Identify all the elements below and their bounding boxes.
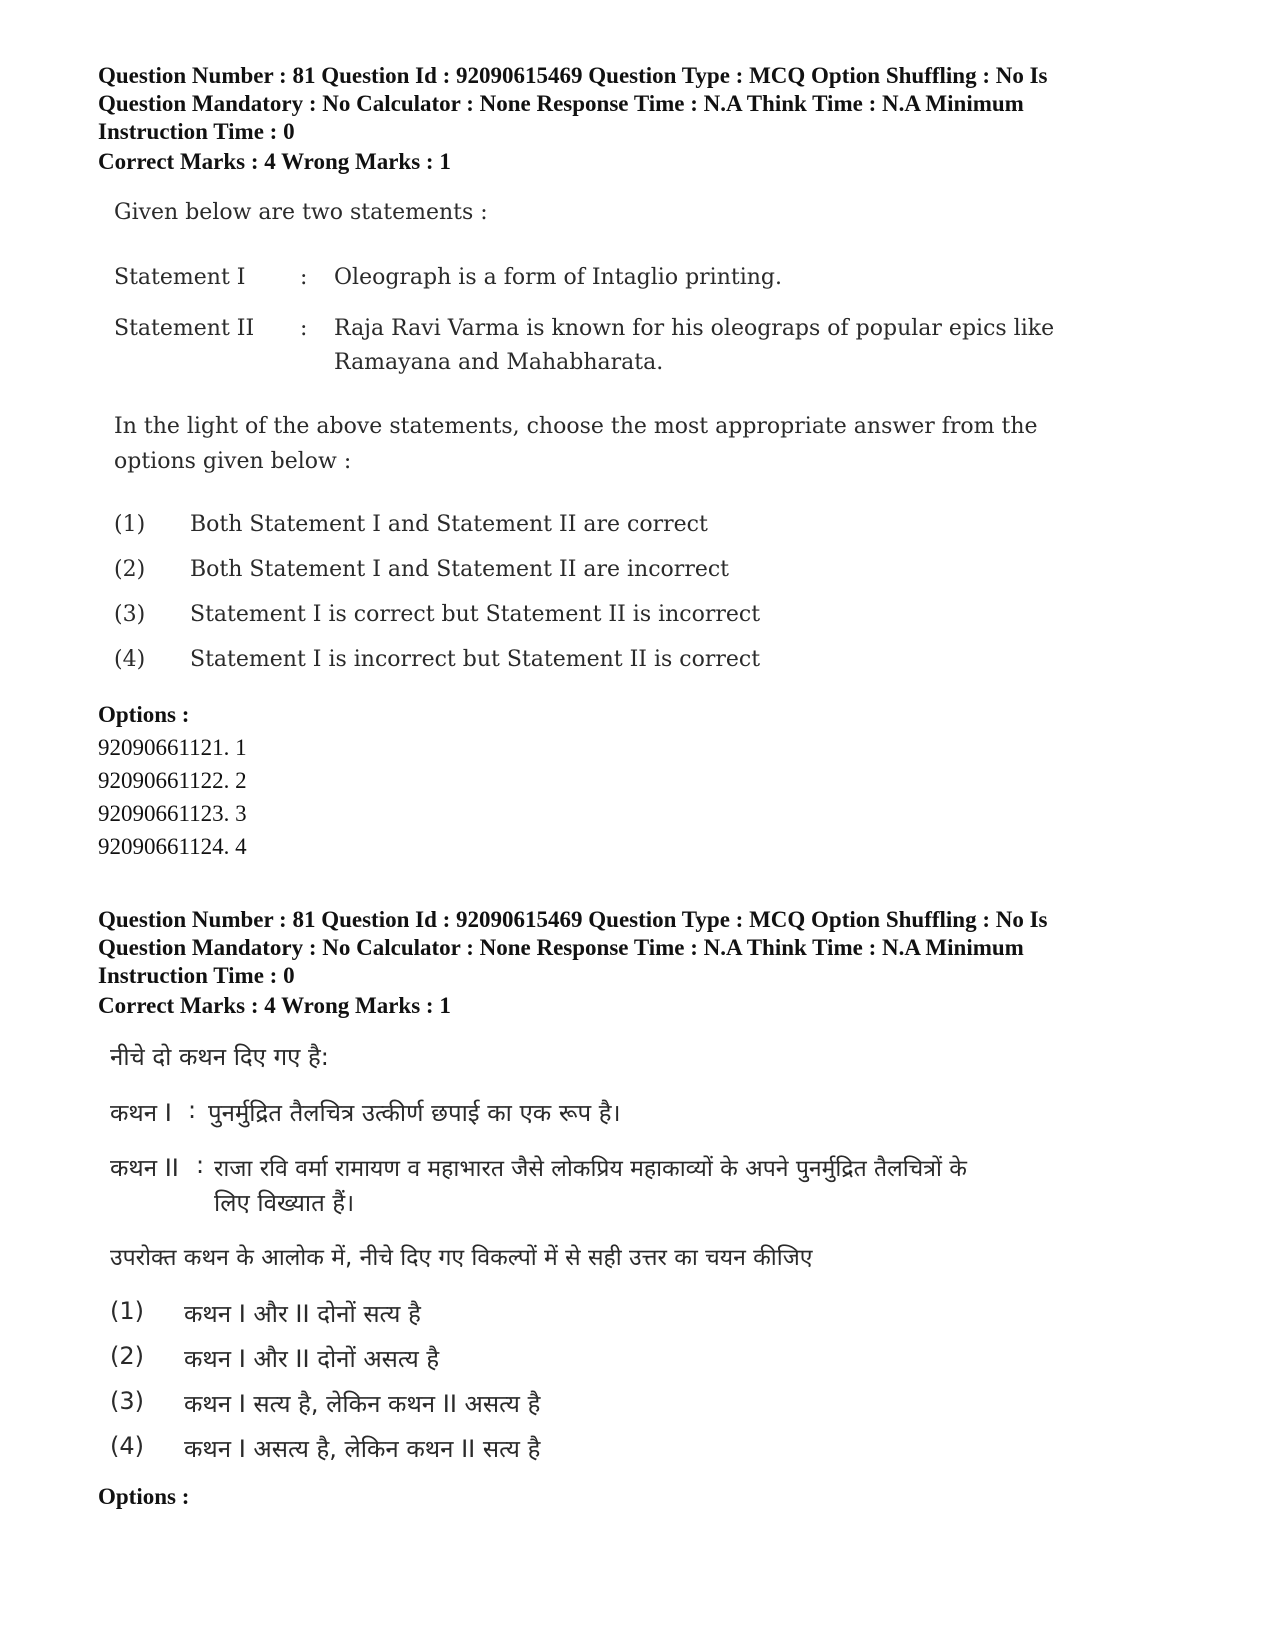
q2-options-label: Options : [98,1484,190,1509]
q2-choice-2-number: (2) [110,1342,144,1370]
q1-statement-2-text-line-2: Ramayana and Mahabharata. [334,350,664,375]
q2-instruction: उपरोक्त कथन के आलोक में, नीचे दिए गए विकल्पों में से सही उत्तर का चयन कीजिए [110,1245,813,1271]
q1-statement-2-label: Statement II [114,316,255,341]
q2-marks: Correct Marks : 4 Wrong Marks : 1 [98,993,451,1018]
q1-statement-1-text: Oleograph is a form of Intaglio printing. [334,265,783,290]
q2-choice-4-number: (4) [110,1432,144,1460]
q2-statement-1-text: पुनर्मुद्रित तैलचित्र उत्कीर्ण छपाई का एक रूप है। [208,1099,621,1127]
q2-choice-1-text: कथन I और II दोनों सत्य है [184,1300,421,1328]
q1-instruction-line-1: In the light of the above statements, choose the most appropriate answer from the [114,414,1038,439]
q1-choice-4-text: Statement I is incorrect but Statement II is correct [190,647,761,672]
q2-metadata [98,906,1178,990]
q1-statement-2-colon: : [300,316,308,341]
q1-meta-line-3: Instruction Time : 0 [98,119,295,144]
q1-choice-2-text: Both Statement I and Statement II are incorrect [190,557,730,582]
q1-statement-2-text-line-1: Raja Ravi Varma is known for his oleograps of popular epics like [334,316,1055,341]
q1-marks: Correct Marks : 4 Wrong Marks : 1 [98,149,451,174]
q2-choice-3-number: (3) [110,1387,144,1415]
q1-meta-line-2: Question Mandatory : No Calculator : None Response Time : N.A Think Time : N.A Minimum [98,91,1024,116]
q1-option-id-2: 92090661122. 2 [98,768,247,793]
q1-choice-1-number: (1) [114,512,146,537]
q1-options-label: Options : [98,702,190,727]
q1-statement-1-colon: : [300,265,308,290]
q1-choice-2-number: (2) [114,557,146,582]
q2-meta-line-3: Instruction Time : 0 [98,963,295,988]
q2-meta-line-2: Question Mandatory : No Calculator : None Response Time : N.A Think Time : N.A Minimum [98,935,1024,960]
q1-instruction-line-2: options given below : [114,449,352,474]
q1-choice-3-number: (3) [114,602,146,627]
q1-choice-3-text: Statement I is correct but Statement II is incorrect [190,602,761,627]
q1-choice-1-text: Both Statement I and Statement II are correct [190,512,708,537]
q2-statement-2-label: कथन II [110,1154,179,1182]
q1-metadata [98,62,1178,146]
q2-statement-2-text-line-1: राजा रवि वर्मा रामायण व महाभारत जैसे लोकप्रिय महाकाव्यों के अपने पुनर्मुद्रित तैलचित्रों के [214,1156,967,1182]
q1-choice-4-number: (4) [114,647,146,672]
q2-choice-4-text: कथन I असत्य है, लेकिन कथन II सत्य है [184,1435,541,1463]
q1-intro: Given below are two statements : [114,200,488,225]
q2-statement-1-label: कथन I [110,1099,172,1127]
q2-choice-1-number: (1) [110,1297,144,1325]
q1-option-id-3: 92090661123. 3 [98,801,247,826]
q2-intro: नीचे दो कथन दिए गए है: [110,1043,329,1071]
q1-meta-line-1: Question Number : 81 Question Id : 92090615469 Question Type : MCQ Option Shuffling : No Is [98,63,1048,88]
q1-statement-1-label: Statement I [114,265,246,290]
q1-option-id-1: 92090661121. 1 [98,735,247,760]
q2-statement-2-text-line-2: लिए विख्यात हैं। [214,1189,355,1217]
q1-option-id-4: 92090661124. 4 [98,834,247,859]
q2-choice-3-text: कथन I सत्य है, लेकिन कथन II असत्य है [184,1390,541,1418]
q2-statement-1-colon: : [188,1096,197,1124]
q2-choice-2-text: कथन I और II दोनों असत्य है [184,1345,440,1373]
q2-statement-2-colon: : [196,1151,205,1179]
q2-meta-line-1: Question Number : 81 Question Id : 92090615469 Question Type : MCQ Option Shuffling : No Is [98,907,1048,932]
